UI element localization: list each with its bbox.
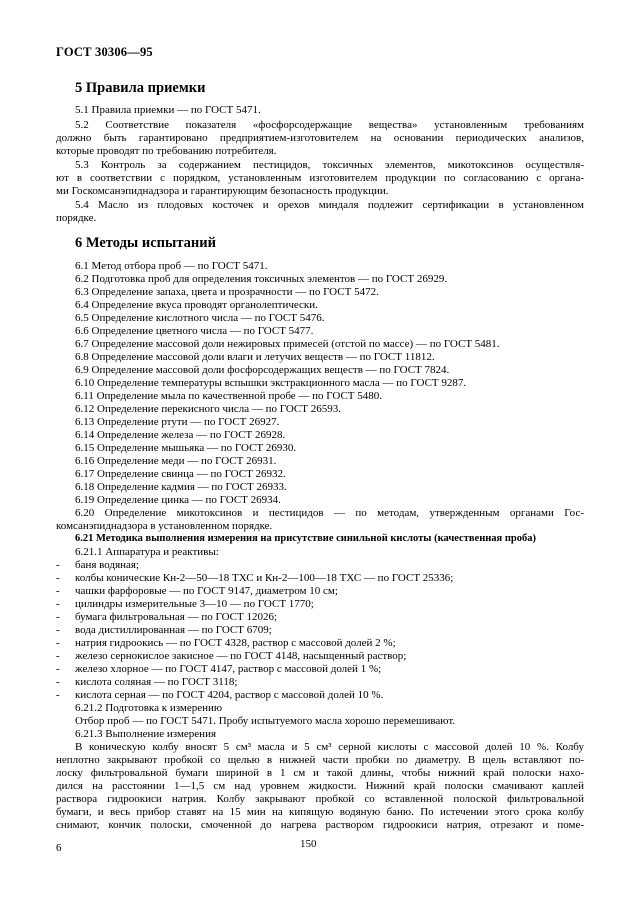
equipment-item: - цилиндры измерительные 3—10 — по ГОСТ 1770; bbox=[56, 598, 314, 610]
para-5-2-line: которые проводят по требованию потребителя. bbox=[56, 145, 277, 157]
item-6-19: 6.19 Определение цинка — по ГОСТ 26934. bbox=[75, 494, 281, 506]
item-6-13: 6.13 Определение ртути — по ГОСТ 26927. bbox=[75, 416, 280, 428]
item-6-20-line: 6.20 Определение микотоксинов и пестицидов — по методам, утвержденным органами Гос- bbox=[75, 507, 584, 519]
para-5-2-line: 5.2 Соответствие показателя «фосфорсодержащие вещества» установленным требованиям bbox=[75, 119, 584, 131]
item-6-17: 6.17 Определение свинца — по ГОСТ 26932. bbox=[75, 468, 286, 480]
execution-line: В коническую колбу вносят 5 см³ масла и 5 см³ серной кислоты с массовой долей 10 %. Колбу bbox=[75, 741, 584, 753]
equipment-item: - баня водяная; bbox=[56, 559, 139, 571]
equipment-item: - бумага фильтровальная — по ГОСТ 12026; bbox=[56, 611, 277, 623]
para-5-4-line: 5.4 Масло из плодовых косточек и орехов миндаля подлежит сертификации в установленном bbox=[75, 199, 584, 211]
item-6-3: 6.3 Определение запаха, цвета и прозрачности — по ГОСТ 5472. bbox=[75, 286, 379, 298]
item-6-9: 6.9 Определение массовой доли фосфорсодержащих веществ — по ГОСТ 7824. bbox=[75, 364, 450, 376]
equipment-item: - железо хлорное — по ГОСТ 4147, раствор с массовой долей 1 %; bbox=[56, 663, 381, 675]
item-6-10: 6.10 Определение температуры вспышки экстракционного масла — по ГОСТ 9287. bbox=[75, 377, 467, 389]
para-5-3-line: ют в соответствии с порядком, установленным изготовителем продукции по согласованию с органа- bbox=[56, 172, 584, 184]
item-6-4: 6.4 Определение вкуса проводят органолептически. bbox=[75, 299, 318, 311]
item-6-5: 6.5 Определение кислотного числа — по ГОСТ 5476. bbox=[75, 312, 325, 324]
item-6-6: 6.6 Определение цветного числа — по ГОСТ 5477. bbox=[75, 325, 314, 337]
para-5-4-line: порядке. bbox=[56, 212, 97, 224]
equipment-item: - железо сернокислое закисное — по ГОСТ 4148, насыщенный раствор; bbox=[56, 650, 406, 662]
execution-line: раствора гидроокиси натрия. Колбу закрывают пробкой со вставленной полоской фильтровальной bbox=[56, 793, 584, 805]
item-6-21-2-text: Отбор проб — по ГОСТ 5471. Пробу испытуемого масла хорошо перемешивают. bbox=[75, 715, 456, 727]
section-5-heading: 5 Правила приемки bbox=[75, 80, 206, 96]
para-5-2-line: должно быть гарантировано предприятием-изготовителем на основании периодических анализов, bbox=[56, 132, 584, 144]
equipment-item: - чашки фарфоровые — по ГОСТ 9147, диаметром 10 см; bbox=[56, 585, 338, 597]
equipment-item: - вода дистиллированная — по ГОСТ 6709; bbox=[56, 624, 272, 636]
execution-line: неплотно закрывают пробкой со щелью в нижней части пробки по диаметру. В щель вставляют по- bbox=[56, 754, 584, 766]
item-6-1: 6.1 Метод отбора проб — по ГОСТ 5471. bbox=[75, 260, 268, 272]
item-6-2: 6.2 Подготовка проб для определения токсичных элементов — по ГОСТ 26929. bbox=[75, 273, 448, 285]
para-5-3-line: 5.3 Контроль за содержанием пестицидов, токсичных элементов, микотоксинов осуществля- bbox=[75, 159, 584, 171]
section-6-heading: 6 Методы испытаний bbox=[75, 235, 216, 251]
equipment-item: - кислота соляная — по ГОСТ 3118; bbox=[56, 676, 237, 688]
item-6-15: 6.15 Определение мышьяка — по ГОСТ 26930. bbox=[75, 442, 297, 454]
execution-line: снимают, кончик полоски, смоченной до нагрева раствором гидроокиси натрия, отрезают и поме- bbox=[56, 819, 584, 831]
execution-line: бумаги, и весь прибор ставят на 15 мин на кипящую водяную баню. По истечении этого срока колбу bbox=[56, 806, 584, 818]
item-6-11: 6.11 Определение мыла по качественной пробе — по ГОСТ 5480. bbox=[75, 390, 383, 402]
equipment-item: - кислота серная — по ГОСТ 4204, раствор с массовой долей 10 %. bbox=[56, 689, 383, 701]
item-6-20-line: комсанэпиднадзора в установленном порядке. bbox=[56, 520, 273, 532]
item-6-8: 6.8 Определение массовой доли влаги и летучих веществ — по ГОСТ 11812. bbox=[75, 351, 435, 363]
item-6-21-2-title: 6.21.2 Подготовка к измерению bbox=[75, 702, 223, 714]
equipment-item: - колбы конические Кн-2—50—18 ТХС и Кн-2—100—18 ТХС — по ГОСТ 25336; bbox=[56, 572, 453, 584]
item-6-21-title: 6.21 Методика выполнения измерения на присутствие синильной кислоты (качественная проба) bbox=[75, 533, 536, 544]
item-6-21-1: 6.21.1 Аппаратура и реактивы: bbox=[75, 546, 219, 558]
sheet-number: 150 bbox=[300, 838, 317, 850]
para-5-3-line: ми Госкомсанэпиднадзора и гарантирующим безопасность продукции. bbox=[56, 185, 389, 197]
equipment-item: - натрия гидроокись — по ГОСТ 4328, раствор с массовой долей 2 %; bbox=[56, 637, 396, 649]
item-6-18: 6.18 Определение кадмия — по ГОСТ 26933. bbox=[75, 481, 287, 493]
item-6-14: 6.14 Определение железа — по ГОСТ 26928. bbox=[75, 429, 286, 441]
item-6-12: 6.12 Определение перекисного числа — по ГОСТ 26593. bbox=[75, 403, 341, 415]
execution-line: дился на расстоянии 1—1,5 см над уровнем жидкости. Нижний край полоски смачивают каплей bbox=[56, 780, 584, 792]
para-5-1: 5.1 Правила приемки — по ГОСТ 5471. bbox=[75, 104, 261, 116]
item-6-7: 6.7 Определение массовой доли нежировых примесей (отстой по массе) — по ГОСТ 5481. bbox=[75, 338, 500, 350]
execution-line: лоску фильтровальной бумаги шириной в 1 см и такой длины, чтобы нижний край полоски нахо- bbox=[56, 767, 584, 779]
item-6-21-3-title: 6.21.3 Выполнение измерения bbox=[75, 728, 217, 740]
page-number: 6 bbox=[56, 842, 62, 854]
standard-header: ГОСТ 30306—95 bbox=[56, 45, 153, 59]
item-6-16: 6.16 Определение меди — по ГОСТ 26931. bbox=[75, 455, 277, 467]
